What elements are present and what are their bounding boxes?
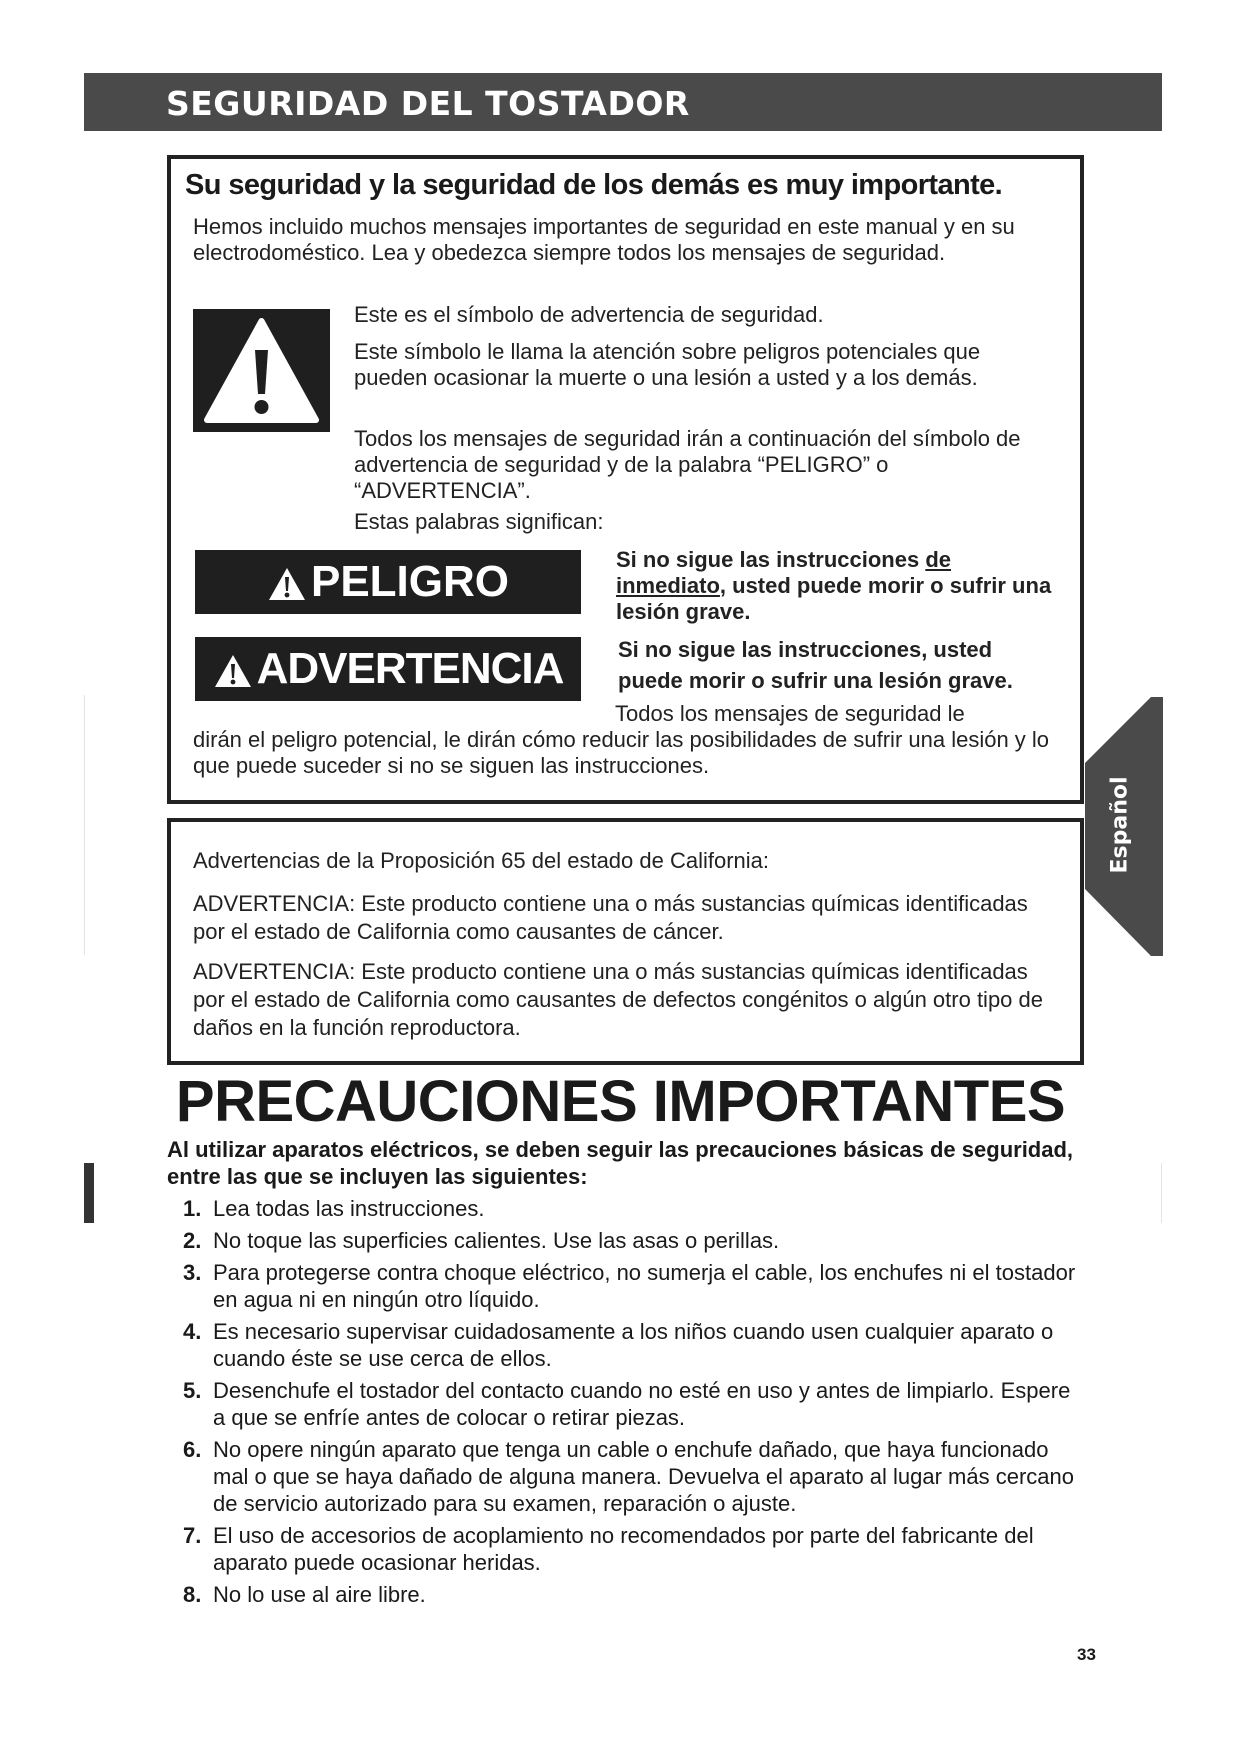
safety-heading: Su seguridad y la seguridad de los demás es muy importante. xyxy=(185,169,1003,201)
danger-label xyxy=(195,550,581,614)
prop65-warning-1: ADVERTENCIA: Este producto contiene una o más sustancias químicas identificadas por el estado de California como causantes de cáncer. xyxy=(193,891,1028,944)
precautions-intro: Al utilizar aparatos eléctricos, se deben seguir las precauciones básicas de seguridad, entre las que se incluyen las siguientes: xyxy=(167,1137,1074,1189)
warning-description: Si no sigue las instrucciones, usted puede morir o sufrir una lesión grave. xyxy=(618,637,1013,693)
margin-marker xyxy=(84,1163,94,1223)
closing-text-part2: dirán el peligro potencial, le dirán cómo reducir las posibilidades de sufrir una lesión y lo que puede suceder si no se siguen las instrucciones. xyxy=(193,727,1050,778)
prop65-heading: Advertencias de la Proposición 65 del estado de California: xyxy=(193,848,770,873)
warning-triangle-small-icon xyxy=(213,653,253,689)
symbol-line-2: Este símbolo le llama la atención sobre peligros potenciales que pueden ocasionar la muerte o una lesión a usted y a los demás. xyxy=(354,339,981,390)
danger-label-text: PELIGRO xyxy=(310,557,510,606)
warning-label xyxy=(195,637,581,701)
symbol-line-1: Este es el símbolo de advertencia de seguridad. xyxy=(354,302,824,327)
precautions-title: PRECAUCIONES IMPORTANTES xyxy=(175,1069,1066,1134)
warning-label-text: ADVERTENCIA xyxy=(256,644,564,693)
symbol-line-3: Todos los mensajes de seguridad irán a continuación del símbolo de advertencia de seguridad y de la palabra “PELIGRO” o “ADVERTENCIA”. xyxy=(354,426,1021,503)
list-item: 6. No opere ningún aparato que tenga un cable o enchufe dañado, que haya funcionado mal o que se haya dañado de alguna manera. Devuelva el aparato al lugar más cercano de servicio autorizado para su examen, reparación o ajuste. xyxy=(183,1437,1074,1516)
safety-message-box xyxy=(167,155,1084,804)
precautions-list xyxy=(183,1195,1083,1613)
list-item: 2. No toque las superficies calientes. Use las asas o perillas. xyxy=(183,1228,780,1253)
symbol-line-4: Estas palabras significan: xyxy=(354,509,604,534)
divider xyxy=(84,695,85,955)
warning-triangle-small-icon xyxy=(267,566,307,602)
list-item: 5. Desenchufe el tostador del contacto cuando no esté en uso y antes de limpiarlo. Espere a que se enfríe antes de colocar o retirar piezas. xyxy=(183,1378,1071,1430)
list-item: 7. El uso de accesorios de acoplamiento no recomendados por parte del fabricante del aparato puede ocasionar heridas. xyxy=(183,1523,1034,1575)
list-item: 3. Para protegerse contra choque eléctrico, no sumerja el cable, los enchufes ni el tostador en agua ni en ningún otro líquido. xyxy=(183,1260,1076,1312)
safety-intro: Hemos incluido muchos mensajes importantes de seguridad en este manual y en su electrodoméstico. Lea y obedezca siempre todos los mensajes de seguridad. xyxy=(193,214,1015,265)
divider xyxy=(1161,1163,1162,1223)
list-item: 8. No lo use al aire libre. xyxy=(183,1582,426,1607)
page-number: 33 xyxy=(1077,1645,1096,1664)
prop65-warning-2: ADVERTENCIA: Este producto contiene una o más sustancias químicas identificadas por el estado de California como causantes de defectos congénitos o algún otro tipo de daños en la función reproductora. xyxy=(193,959,1043,1040)
closing-text-part1: Todos los mensajes de seguridad le xyxy=(615,701,965,726)
warning-triangle-icon xyxy=(193,309,330,432)
prop65-box xyxy=(167,818,1084,1065)
danger-description: Si no sigue las instrucciones de inmediato, usted puede morir o sufrir una lesión grave. xyxy=(616,547,1052,624)
list-item: 1. Lea todas las instrucciones. xyxy=(183,1196,485,1221)
list-item: 4. Es necesario supervisar cuidadosamente a los niños cuando usen cualquier aparato o cuando éste se use cerca de ellos. xyxy=(183,1319,1054,1371)
section-title: SEGURIDAD DEL TOSTADOR xyxy=(166,84,690,123)
section-header xyxy=(84,73,1162,131)
